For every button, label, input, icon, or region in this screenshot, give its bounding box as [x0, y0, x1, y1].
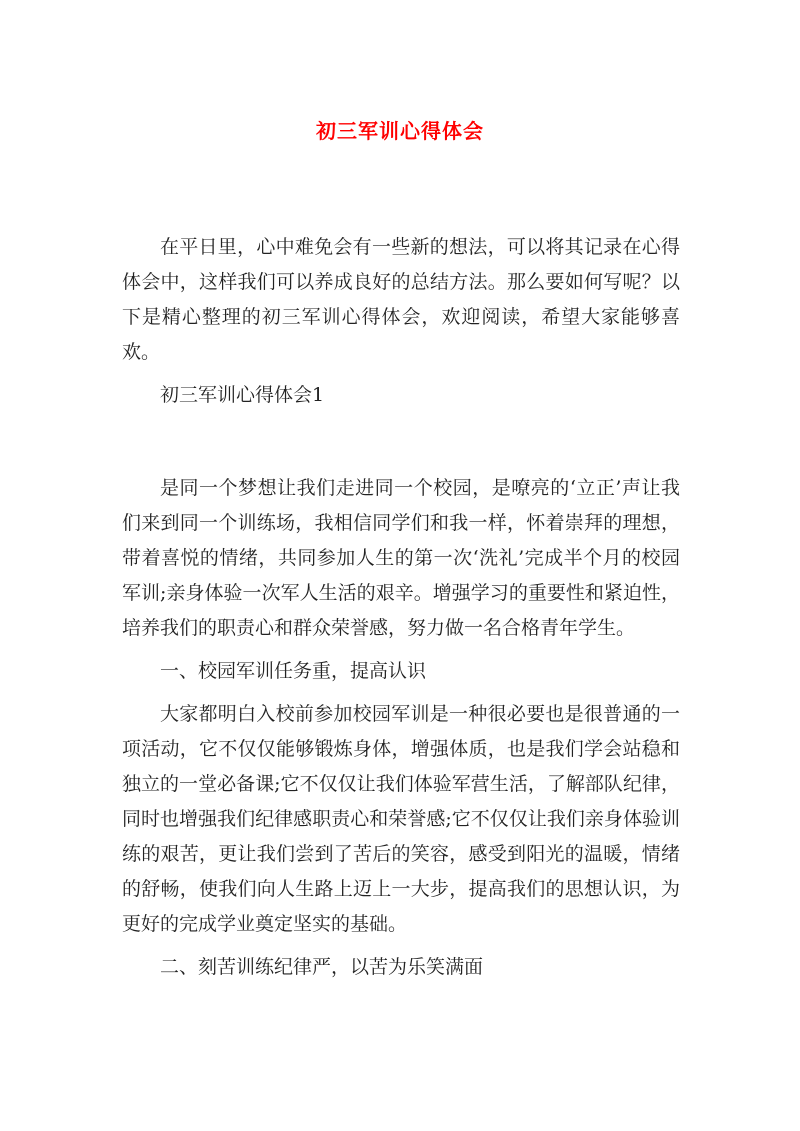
section-title-1: 初三军训心得体会1 [160, 384, 325, 406]
intro-paragraph: 在平日里，心中难免会有一些新的想法，可以将其记录在心得体会中，这样我们可以养成良好的总结方法。那么要如何写呢？以下是精心整理的初三军训心得体会，欢迎阅读，希望大家能够喜欢。 [122, 236, 680, 363]
document-title: 初三军训心得体会 [316, 119, 484, 144]
document-body [122, 230, 680, 985]
subheading-2: 二、刻苦训练纪律严，以苦为乐笑满面 [160, 956, 484, 978]
body-paragraph-2: 大家都明白入校前参加校园军训是一种很必要也是很普通的一项活动，它不仅仅能够锻炼身体，增强体质，也是我们学会站稳和独立的一堂必备课;它不仅仅让我们体验军营生活，了解部队纪律，同时也增强我们纪律感职责心和荣誉感;它不仅仅让我们亲身体验训练的艰苦，更让我们尝到了苦后的笑容，感受到阳光的温暖，情绪的舒畅，使我们向人生路上迈上一大步，提高我们的思想认识，为更好的完成学业奠定坚实的基础。 [122, 703, 680, 935]
subheading-1: 一、校园军训任务重，提高认识 [160, 660, 427, 682]
body-paragraph-1: 是同一个梦想让我们走进同一个校园，是嘹亮的‘立正’声让我们来到同一个训练场，我相信同学们和我一样，怀着崇拜的理想，带着喜悦的情绪，共同参加人生的第一次‘洗礼’完成半个月的校园军训;亲身体验一次军人生活的艰辛。增强学习的重要性和紧迫性，培养我们的职责心和群众荣誉感，努力做一名合格青年学生。 [122, 477, 680, 639]
